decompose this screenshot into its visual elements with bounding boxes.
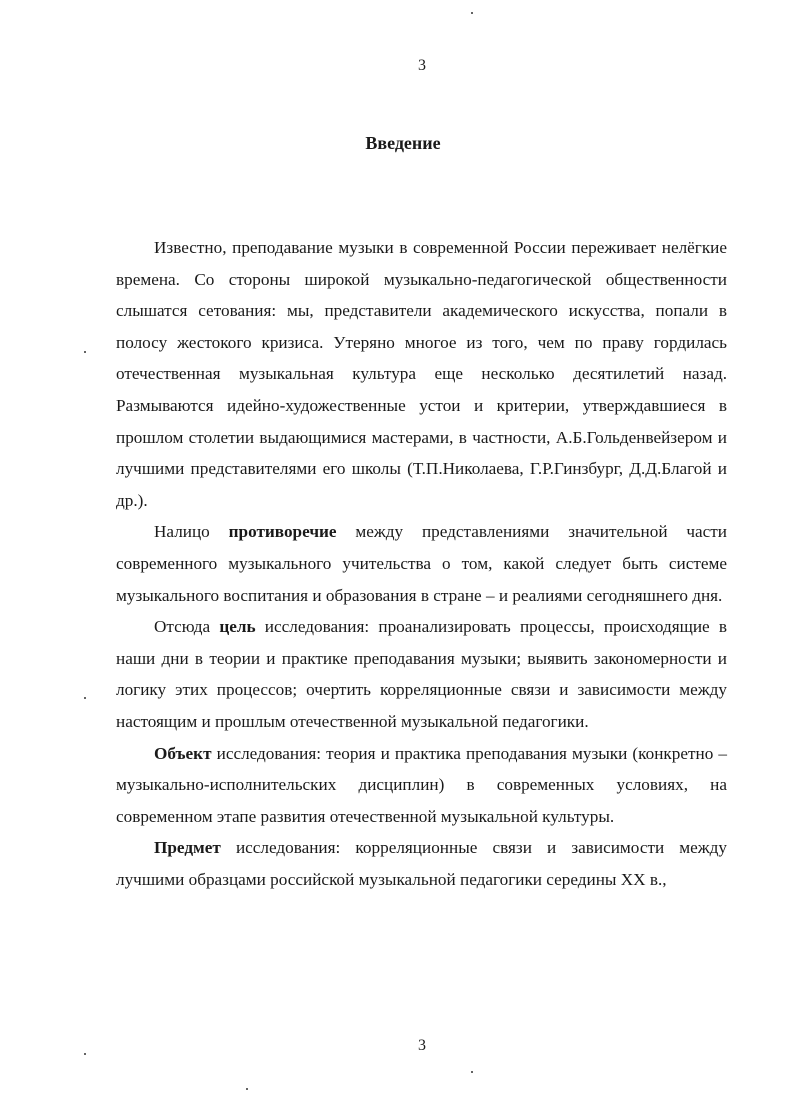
paragraph-object [116,738,727,833]
scan-speck [84,351,86,353]
paragraph-subject-post: исследования: корреляционные связи и зависимости между лучшими образцами российской музыкальной педагогики середины XX в., [116,838,727,889]
term-subject: Предмет [154,838,221,858]
body-text [116,232,727,895]
paragraph-goal [116,611,727,737]
paragraph-subject [116,832,727,895]
scan-speck [84,1053,86,1055]
scan-speck [471,1071,473,1073]
scan-speck [471,12,473,14]
page-number-top-text: 3 [418,57,426,74]
scan-speck [246,1088,248,1090]
section-title: Введение [365,133,441,154]
scan-speck [84,697,86,699]
paragraph-goal-pre: Отсюда [154,617,220,637]
term-object: Объект [154,743,212,763]
term-goal: цель [219,617,256,637]
paragraph-contradiction-post: между представлениями значительной части современного музыкального учительства о том, какой следует быть системе музыкального воспитания и образования в стране – и реалиями сегодняшнего дня. [116,522,728,605]
page-number-bottom-text: 3 [418,1037,426,1054]
paragraph-object-post: исследования: теория и практика преподавания музыки (конкретно – музыкально-исполнительских дисциплин) в современных условиях, на современном этапе развития отечественной музыкальной культуры. [116,743,727,826]
paragraph-goal-post: исследования: проанализировать процессы, происходящие в наши дни в теории и практике преподавания музыки; выявить закономерности и логику этих процессов; очертить корреляционные связи и зависимости между настоящим и прошлым отечественной музыкальной педагогики. [116,617,727,731]
paragraph-contradiction-pre: Налицо [154,522,229,542]
paragraph-contradiction [116,516,727,611]
paragraph-intro: Известно, преподавание музыки в современной России переживает нелёгкие времена. Со стороны широкой музыкально-педагогической общественности слышатся сетования: мы, представители академического искусства, попали в полосу жестокого кризиса. Утеряно многое из того, чем по праву гордилась отечественная музыкальная культура еще несколько десятилетий назад. Размываются идейно-художественные устои и критерии, утверждавшиеся в прошлом столетии выдающимися мастерами, в частности, А.Б.Гольденвейзером и лучшими представителями его школы (Т.П.Николаева, Г.Р.Гинзбург, Д.Д.Благой и др.). [116,238,727,510]
term-contradiction: противоречие [228,522,337,542]
